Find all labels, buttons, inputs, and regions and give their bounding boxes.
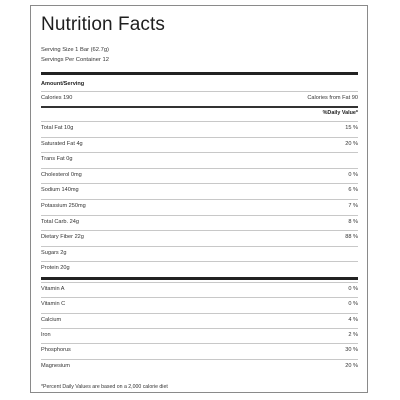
daily-value-footnote: *Percent Daily Values are based on a 2,000 calorie diet — [41, 384, 168, 390]
divider — [41, 282, 358, 283]
divider-medium — [41, 106, 358, 108]
divider — [41, 168, 358, 169]
row-daily-value: 2 % — [348, 331, 358, 338]
row-daily-value: 15 % — [345, 125, 358, 131]
divider — [41, 137, 358, 138]
divider — [41, 359, 358, 360]
row-label: Magnesium — [41, 362, 70, 369]
divider — [41, 246, 358, 247]
row-daily-value: 0 % — [348, 286, 358, 292]
divider-thick — [41, 277, 358, 280]
divider — [41, 152, 358, 153]
row-label: Calcium — [41, 316, 62, 323]
divider — [41, 328, 358, 329]
calories: Calories 190 — [41, 95, 73, 101]
row-label: Total Carb. 24g — [41, 218, 79, 225]
row-daily-value: 6 % — [348, 187, 358, 194]
row-label: Total Fat 10g — [41, 125, 74, 131]
divider — [41, 121, 358, 122]
divider — [41, 230, 358, 231]
row-label: Dietary Fiber 22g — [41, 234, 84, 241]
row-label: Iron — [41, 331, 51, 338]
row-daily-value: 30 % — [345, 347, 358, 354]
divider — [41, 199, 358, 200]
row-label: Vitamin A — [41, 286, 65, 292]
row-label: Trans Fat 0g — [41, 156, 73, 163]
row-daily-value: 20 % — [345, 140, 358, 147]
row-daily-value: 0 % — [348, 171, 358, 178]
row-label: Protein 20g — [41, 265, 70, 272]
nutrition-facts-title: Nutrition Facts — [41, 14, 165, 35]
calories-from-fat: Calories from Fat 90 — [307, 95, 358, 101]
row-label: Sodium 140mg — [41, 187, 79, 194]
row-label: Saturated Fat 4g — [41, 140, 83, 147]
divider — [41, 297, 358, 298]
servings-per-container: Servings Per Container 12 — [41, 57, 109, 63]
divider — [41, 313, 358, 314]
divider — [41, 343, 358, 344]
row-label: Phosphorus — [41, 347, 71, 354]
row-label: Vitamin C — [41, 301, 66, 308]
serving-info — [41, 45, 109, 65]
row-daily-value: 0 % — [348, 301, 358, 308]
row-daily-value: 8 % — [348, 218, 358, 225]
nutrition-facts-panel — [30, 5, 368, 393]
row-daily-value: 88 % — [345, 234, 358, 241]
divider — [41, 215, 358, 216]
serving-size: Serving Size 1 Bar (62.7g) — [41, 47, 109, 53]
divider — [41, 183, 358, 184]
divider — [41, 91, 358, 92]
row-label: Cholesterol 0mg — [41, 171, 82, 178]
row-daily-value: 4 % — [348, 316, 358, 323]
row-daily-value: 7 % — [348, 203, 358, 209]
nutrition-facts-content — [41, 6, 358, 392]
row-label: Sugars 2g — [41, 249, 67, 256]
row-daily-value: 20 % — [345, 362, 358, 369]
row-label: Potassium 250mg — [41, 203, 86, 209]
daily-value-heading: %Daily Value* — [322, 110, 358, 116]
divider-thick — [41, 72, 358, 75]
amount-per-serving-heading: Amount/Serving — [41, 81, 85, 87]
divider — [41, 261, 358, 262]
